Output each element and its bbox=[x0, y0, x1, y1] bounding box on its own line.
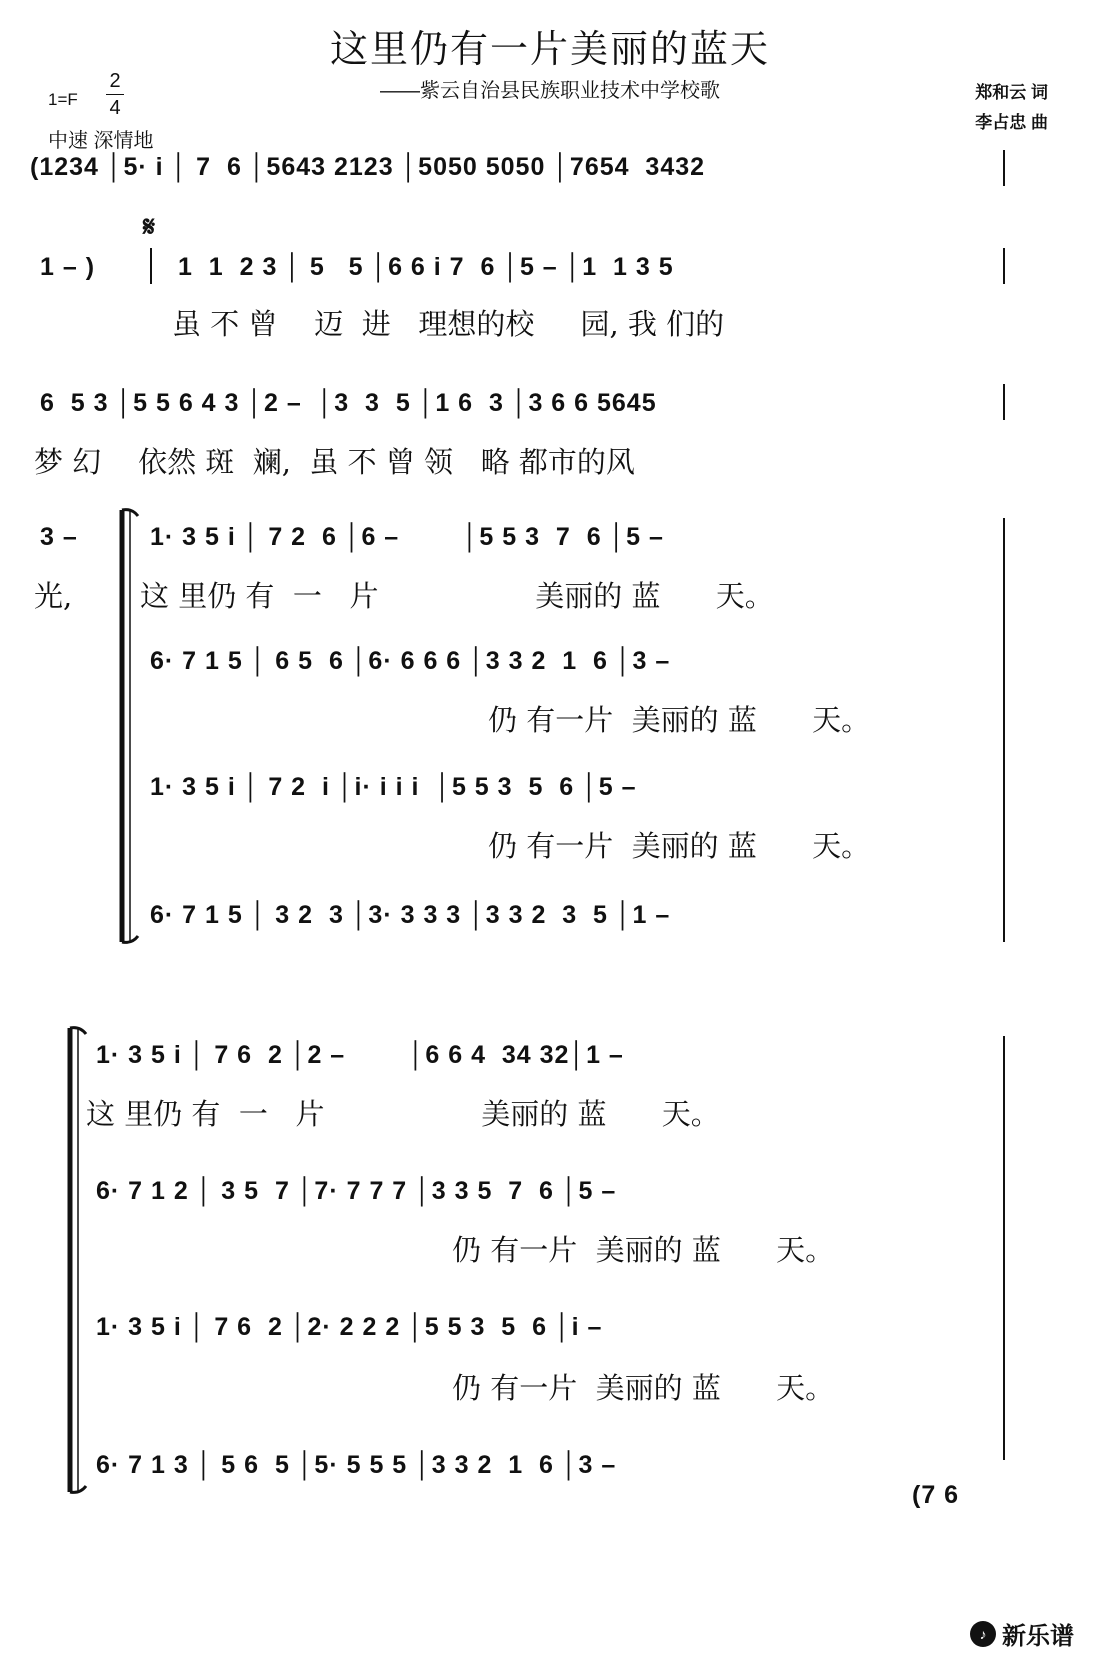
verse-notes-line1: 1 1 2 3 │ 5 5 │6 6 i 7 6 │5 – │1 1 3 5 bbox=[178, 253, 674, 281]
ending-notes: (7 6 bbox=[912, 1481, 960, 1509]
lyricist-credit: 郑和云 词 bbox=[975, 83, 1048, 102]
song-title: 这里仍有一片美丽的蓝天 bbox=[329, 27, 770, 71]
pickup-note: 3 – bbox=[40, 523, 78, 551]
barline bbox=[1003, 150, 1005, 186]
composer-credit: 李占忠 曲 bbox=[975, 113, 1048, 132]
chorus1-part4-notes: 6· 7 1 5 │ 3 2 3 │3· 3 3 3 │3 3 2 3 5 │1 – bbox=[150, 901, 671, 929]
chorus2-part3-notes: 1· 3 5 i │ 7 6 2 │2· 2 2 2 │5 5 3 5 6 │i – bbox=[96, 1313, 603, 1341]
verse-notes-line2: 6 5 3 │5 5 6 4 3 │2 – │3 3 5 │1 6 3 │3 6 6 5645 bbox=[40, 389, 657, 417]
intro-notes-line2: 1 – ) bbox=[40, 253, 96, 281]
chorus2-part2-lyrics: 仍 有一片 美丽的 蓝 天。 bbox=[452, 1233, 835, 1267]
tempo-marking: 中速 深情地 bbox=[48, 130, 154, 152]
barline bbox=[1003, 384, 1005, 420]
watermark-logo bbox=[970, 1616, 1074, 1651]
intro-notes-line1: (1234 │5· i │ 7 6 │5643 2123 │5050 5050 │7654 3432 bbox=[30, 153, 706, 181]
chorus1-part1-notes: 1· 3 5 i │ 7 2 6 │6 – │5 5 3 7 6 │5 – bbox=[150, 523, 664, 551]
chorus1-part2-lyrics: 仍 有一片 美丽的 蓝 天。 bbox=[488, 703, 871, 737]
song-subtitle: ——紫云自治县民族职业技术中学校歌 bbox=[380, 80, 720, 102]
key-signature: 1=F bbox=[48, 90, 78, 109]
chorus2-part2-notes: 6· 7 1 2 │ 3 5 7 │7· 7 7 7 │3 3 5 7 6 │5 – bbox=[96, 1177, 617, 1205]
music-disc-icon: ♪ bbox=[970, 1621, 996, 1647]
system-bracket-2 bbox=[58, 1024, 88, 1496]
chorus2-part1-notes: 1· 3 5 i │ 7 6 2 │2 – │6 6 4 34 32│1 – bbox=[96, 1041, 624, 1069]
chorus2-part1-lyrics: 这 里仍 有 一 片 美丽的 蓝 天。 bbox=[86, 1097, 720, 1131]
time-bottom: 4 bbox=[109, 97, 121, 119]
time-signature bbox=[106, 70, 124, 119]
time-top: 2 bbox=[109, 70, 121, 92]
chorus1-part3-lyrics: 仍 有一片 美丽的 蓝 天。 bbox=[488, 829, 871, 863]
barline bbox=[1003, 518, 1005, 942]
chorus1-part3-notes: 1· 3 5 i │ 7 2 i │i· i i i │5 5 3 5 6 │5 – bbox=[150, 773, 637, 801]
system-bracket-1 bbox=[110, 506, 140, 946]
barline bbox=[150, 248, 152, 284]
segno-sign: 𝄋 bbox=[143, 211, 157, 242]
verse-lyrics-line1: 虽 不 曾 迈 进 理想的校 园, 我 们的 bbox=[172, 307, 725, 341]
watermark-text: 新乐谱 bbox=[1002, 1623, 1074, 1650]
chorus1-part1-lyrics: 这 里仍 有 一 片 美丽的 蓝 天。 bbox=[140, 579, 774, 613]
chorus2-part3-lyrics: 仍 有一片 美丽的 蓝 天。 bbox=[452, 1371, 835, 1405]
chorus2-part4-notes: 6· 7 1 3 │ 5 6 5 │5· 5 5 5 │3 3 2 1 6 │3 – bbox=[96, 1451, 617, 1479]
chorus1-part2-notes: 6· 7 1 5 │ 6 5 6 │6· 6 6 6 │3 3 2 1 6 │3 – bbox=[150, 647, 671, 675]
pickup-lyric: 光, bbox=[34, 579, 73, 613]
verse-lyrics-line2: 梦 幻 依然 斑 斓, 虽 不 曾 领 略 都市的风 bbox=[34, 445, 635, 479]
barline bbox=[1003, 1036, 1005, 1460]
barline bbox=[1003, 248, 1005, 284]
